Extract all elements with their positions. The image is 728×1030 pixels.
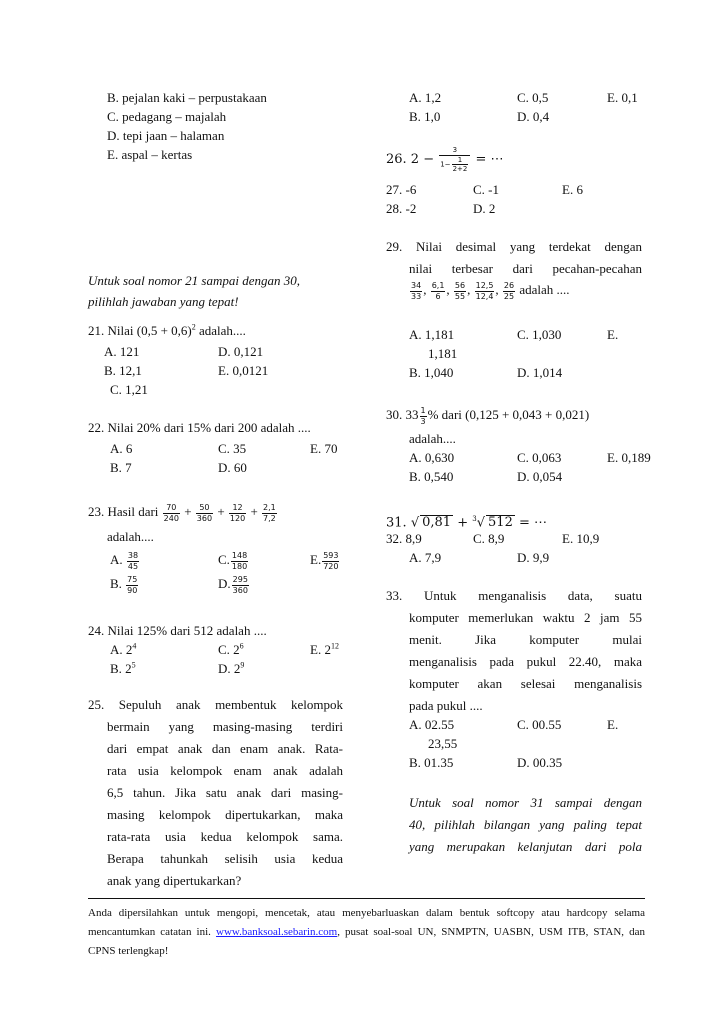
question-33-line: komputer akan selesai menganalisis	[409, 676, 642, 691]
question-21: 21. Nilai $(0,5 + 0,6)^2$ adalah....	[88, 322, 246, 338]
q22-option-c: C. 35	[218, 441, 247, 456]
question-22: 22. Nilai 20% dari 15% dari 200 adalah ....	[88, 420, 311, 435]
option-d: D. tepi jaan – halaman	[107, 128, 225, 143]
question-26: 26. 2 − 3 1− $\frac{1}{2+2}$ = ⋯	[386, 146, 504, 173]
q24-option-c: C. $2^6$	[218, 641, 244, 657]
q32-option-d: D. 9,9	[517, 550, 550, 565]
q24-option-d: D. $2^9$	[218, 660, 245, 676]
q24-option-e: E. $2^{12}$	[310, 641, 339, 657]
q32-option-a: A. 7,9	[409, 550, 442, 565]
q33-option-d: D. 00.35	[517, 755, 563, 770]
question-25-line: 25. Sepuluh anak membentuk kelompok	[88, 697, 343, 712]
footer-note: Anda dipersilahkan untuk mengopi, mencetak, atau menyebarluaskan dalam bentuk softcopy atau hardcopy selama mencantumkan catatan ini. www.banksoal.sebarin.com, pusat soal-soal UN, SNMPTN, UASBN, USM ITB, STAN, dan CPNS terlengkap!	[88, 907, 646, 957]
question-31: 31. √ 0,81 + $^3$√ 512 = ⋯	[386, 515, 548, 531]
q32-option-e: E. 10,9	[562, 531, 600, 546]
question-33-line: menit. Jika komputer mulai	[409, 632, 642, 647]
question-24: 24. Nilai 125% dari 512 adalah ....	[88, 623, 267, 638]
question-33-line: 33. Untuk menganalisis data, suatu	[386, 588, 642, 603]
fraction: $\frac{70}{240}$	[163, 502, 179, 523]
q29-fractions: $\frac{34}{33}$ , $\frac{6,1}{6}$ , $\frac{56}{55}$ , $\frac{12,5}{12,4}$ , $\frac{26}{25}$ adalah ....	[411, 280, 570, 301]
q32-option-c: C. 8,9	[473, 531, 505, 546]
question-25-line: masing kelompok dipertukarkan, maka	[107, 807, 343, 822]
q22-option-b: B. 7	[110, 460, 132, 475]
q23-option-e: E. $\frac{593}{720}$	[310, 550, 339, 571]
q21-option-c: C. 1,21	[110, 382, 148, 397]
q29-option-d: D. 1,014	[517, 365, 563, 380]
q29-option-b: B. 1,040	[409, 365, 454, 380]
instruction-31-40-line: yang merupakan kelanjutan dari pola	[409, 839, 642, 854]
q23-continuation: adalah....	[107, 529, 154, 544]
question-25-line: anak yang dipertukarkan?	[107, 873, 242, 888]
q21-option-e: E. 0,0121	[218, 363, 269, 378]
question-25-line: 6,5 tahun. Jika satu anak dari masing-	[107, 785, 343, 800]
question-25-line: rata usia kelompok enam anak adalah	[107, 763, 343, 778]
question-25-line: Berapa tahunkah selisih usia kedua	[107, 851, 343, 866]
question-33-line: pada pukul ....	[409, 698, 483, 713]
q33-option-c: C. 00.55	[517, 717, 562, 732]
q27-option-e: E. 6	[562, 182, 583, 197]
q22-option-e: E. 70	[310, 441, 338, 456]
footer-divider	[88, 898, 645, 899]
q21-option-a: A. 121	[104, 344, 140, 359]
footer-link[interactable]: www.banksoal.sebarin.com	[216, 926, 338, 938]
question-30-cont: adalah....	[409, 431, 456, 446]
r-option-d: D. 0,4	[517, 109, 550, 124]
option-c: C. pedagang – majalah	[107, 109, 227, 124]
fraction: $\frac{12}{120}$	[229, 502, 246, 523]
q21-option-d: D. 0,121	[218, 344, 264, 359]
q23-option-a: A. $\frac{38}{45}$	[110, 550, 139, 571]
r-option-e: E. 0,1	[607, 90, 638, 105]
question-25-line: bermain yang masing-masing terdiri	[107, 719, 343, 734]
q33-option-e: E.	[607, 717, 619, 732]
option-b: B. pejalan kaki – perpustakaan	[107, 90, 267, 105]
q33-option-b: B. 01.35	[409, 755, 454, 770]
question-33-line: menganalisis pada pukul 22.40, maka	[409, 654, 642, 669]
fraction: $\frac{2,1}{7,2}$	[263, 502, 276, 523]
q23-option-c: C. $\frac{148}{180}$	[218, 550, 248, 571]
question-23: 23. Hasil dari $\frac{70}{240}$ + $\frac{50}{360}$ + $\frac{12}{120}$ + $\frac{2,1}{7,2}$	[88, 502, 276, 523]
question-25-line: rata-rata usia kedua kelompok sama.	[107, 829, 343, 844]
q22-option-d: D. 60	[218, 460, 247, 475]
r-option-c: C. 0,5	[517, 90, 549, 105]
q22-option-a: A. 6	[110, 441, 133, 456]
q29-option-e: E.	[607, 327, 619, 342]
r-option-b: B. 1,0	[409, 109, 441, 124]
question-27: 27. -6	[386, 182, 417, 197]
q30-option-a: A. 0,630	[409, 450, 455, 465]
fraction: $\frac{50}{360}$	[196, 502, 213, 523]
q24-option-b: B. $2^5$	[110, 660, 136, 676]
q29-option-a: A. 1,181	[409, 327, 455, 342]
q24-option-a: A. $2^4$	[110, 641, 137, 657]
q33-option-a: A. 02.55	[409, 717, 455, 732]
q30-option-d: D. 0,054	[517, 469, 563, 484]
q30-option-e: E. 0,189	[607, 450, 651, 465]
option-e: E. aspal – kertas	[107, 147, 193, 162]
r-option-a: A. 1,2	[409, 90, 442, 105]
q23-option-b: B. $\frac{75}{90}$	[110, 574, 138, 595]
question-29-line: nilai terbesar dari pecahan-pecahan	[409, 261, 642, 276]
question-25-line: dari empat anak dan enam anak. Rata-	[107, 741, 343, 756]
q23-option-d: D. $\frac{295}{360}$	[218, 574, 248, 595]
question-32: 32. 8,9	[386, 531, 422, 546]
q29-option-c: C. 1,030	[517, 327, 562, 342]
question-33-line: komputer memerlukan waktu 2 jam 55	[409, 610, 642, 625]
instruction-line-2: pilihlah jawaban yang tepat!	[88, 294, 239, 309]
question-28: 28. -2	[386, 201, 417, 216]
q28-option-d: D. 2	[473, 201, 496, 216]
q27-option-c: C. -1	[473, 182, 499, 197]
instruction-31-40-line: Untuk soal nomor 31 sampai dengan	[409, 795, 642, 810]
q30-option-b: B. 0,540	[409, 469, 454, 484]
question-30: 30. 33 $\frac{1}{3}$ % dari (0,125 + 0,043 + 0,021)	[386, 405, 590, 426]
instruction-31-40-line: 40, pilihlah bilangan yang paling tepat	[409, 817, 642, 832]
q33-option-e-value: 23,55	[428, 736, 458, 751]
q21-option-b: B. 12,1	[104, 363, 142, 378]
instruction-line-1: Untuk soal nomor 21 sampai dengan 30,	[88, 273, 300, 288]
q30-option-c: C. 0,063	[517, 450, 562, 465]
question-29-line: 29. Nilai desimal yang terdekat dengan	[386, 239, 642, 254]
q29-option-e-value: 1,181	[428, 346, 458, 361]
